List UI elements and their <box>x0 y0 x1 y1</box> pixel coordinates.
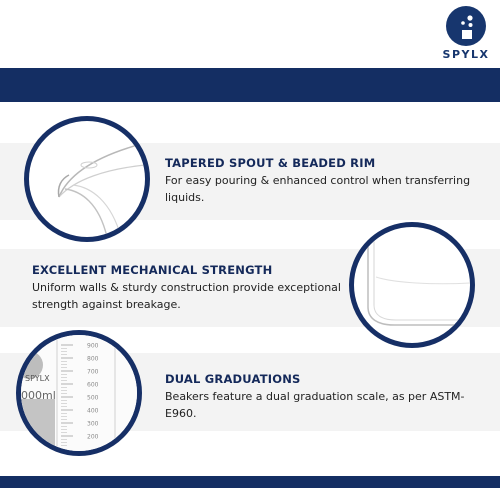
beaker-body-image <box>349 222 475 348</box>
feature-description-strength: Uniform walls & sturdy construction provide exceptional strength against breakage. <box>32 281 341 311</box>
graduated-beaker-image <box>16 330 142 456</box>
bottom-band <box>0 476 500 488</box>
beaker-label-brand: SPYLX <box>25 374 50 383</box>
feature-title-graduations: DUAL GRADUATIONS <box>165 372 301 386</box>
brand-name: SPYLX <box>442 48 490 61</box>
feature-title-spout: TAPERED SPOUT & BEADED RIM <box>165 156 376 170</box>
top-band <box>0 68 500 102</box>
feature-description-spout: For easy pouring & enhanced control when transferring liquids. <box>165 174 471 204</box>
scale-mark-label: 400 <box>87 407 99 415</box>
scale-mark-label: 900 <box>87 342 99 350</box>
feature-title-strength: EXCELLENT MECHANICAL STRENGTH <box>32 263 273 277</box>
scale-mark-label: 500 <box>87 394 99 402</box>
scale-mark-label: 700 <box>87 368 99 376</box>
beaker-label-volume: 000ml <box>21 389 56 402</box>
scale-mark-label: 800 <box>87 355 99 363</box>
scale-mark-label: 600 <box>87 381 99 389</box>
spout-closeup-image <box>24 116 150 242</box>
flask-bubbles-icon <box>446 6 486 46</box>
scale-mark-label: 200 <box>87 433 99 441</box>
scale-mark-label: 300 <box>87 420 99 428</box>
brand-logo <box>438 6 494 64</box>
feature-description-graduations: Beakers feature a dual graduation scale, as per ASTM-E960. <box>165 390 465 420</box>
